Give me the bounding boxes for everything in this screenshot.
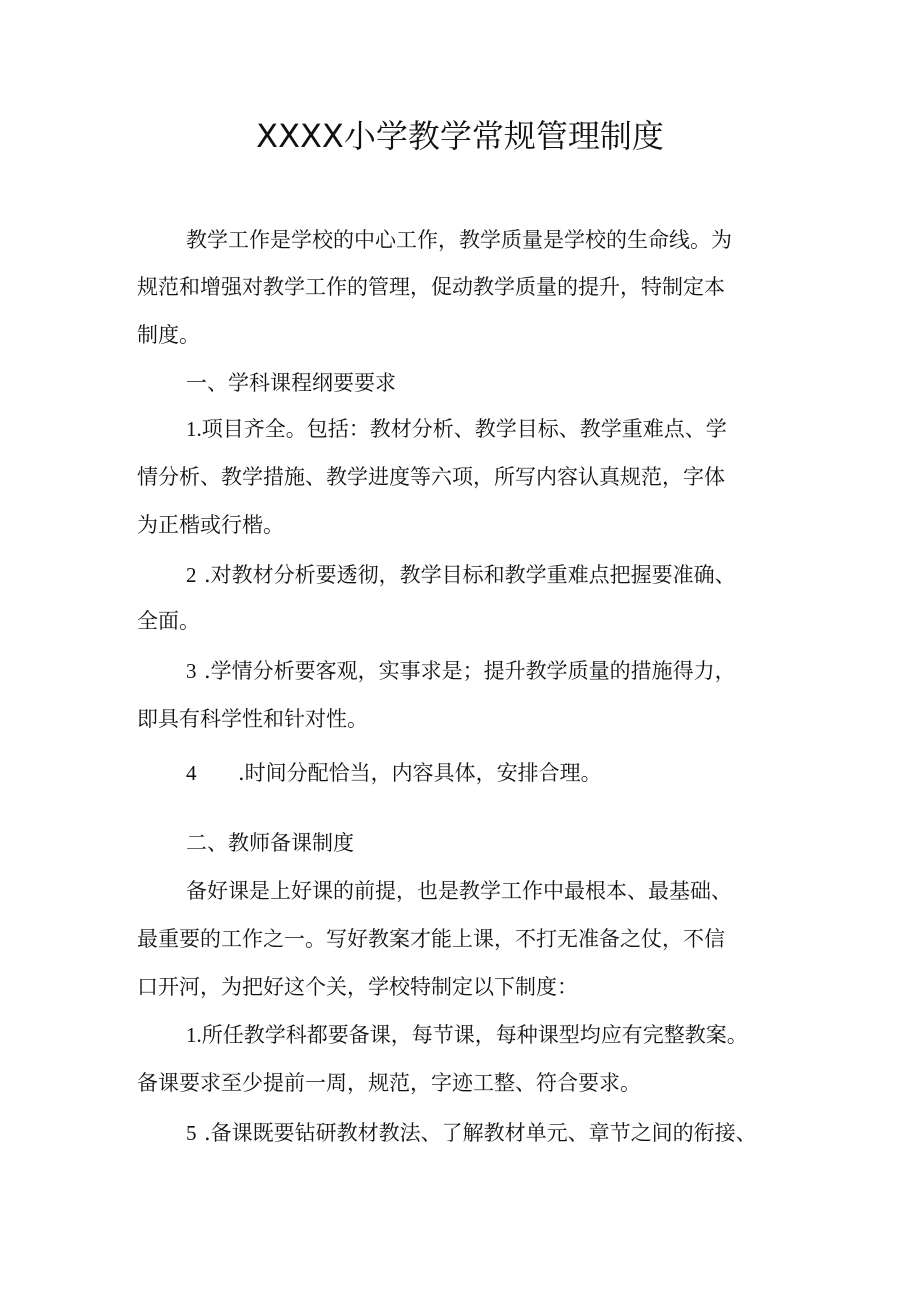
section-2-intro-line-1: 备好课是上好课的前提，也是教学工作中最根本、最基础、 <box>186 879 732 903</box>
section-2-heading: 二、教师备课制度 <box>186 831 354 855</box>
item-number: 3 <box>186 659 197 683</box>
item-number: 2 <box>186 563 197 587</box>
section-1-heading: 一、学科课程纲要要求 <box>186 371 396 395</box>
item-number: 1. <box>186 1023 202 1047</box>
section-1-item-2-line-1 <box>186 560 736 590</box>
item-number: 1. <box>186 417 202 441</box>
item-number: 5 <box>186 1121 197 1145</box>
intro-line-3: 制度。 <box>137 323 200 347</box>
section-2-item-1-line-1 <box>186 1020 748 1050</box>
section-1-item-1-line-1 <box>186 414 727 444</box>
item-text: .对教材分析要透彻，教学目标和教学重难点把握要准确、 <box>204 563 736 587</box>
document-title: XXXX小学教学常规管理制度 <box>256 117 664 155</box>
section-2-intro-line-3: 口开河，为把好这个关，学校特制定以下制度： <box>137 975 578 999</box>
item-text: .学情分析要客观，实事求是；提升教学质量的措施得力， <box>204 659 736 683</box>
section-1-item-1-line-3: 为正楷或行楷。 <box>137 513 284 537</box>
item-number: 4 <box>186 761 197 785</box>
item-text: .时间分配恰当，内容具体，安排合理。 <box>238 761 602 785</box>
section-2-intro-line-2: 最重要的工作之一。写好教案才能上课，不打无准备之仗，不信 <box>137 927 725 951</box>
section-1-item-3-line-1 <box>186 656 736 686</box>
section-2-item-1-line-2: 备课要求至少提前一周，规范，字迹工整、符合要求。 <box>137 1071 641 1095</box>
item-text: 所任教学科都要备课，每节课，每种课型均应有完整教案。 <box>201 1023 748 1047</box>
section-1-item-4-line-1 <box>186 758 602 788</box>
intro-line-1: 教学工作是学校的中心工作，教学质量是学校的生命线。为 <box>186 228 732 252</box>
section-2-item-5-line-1 <box>186 1118 757 1148</box>
section-1-item-1-line-2: 情分析、教学措施、教学进度等六项，所写内容认真规范，字体 <box>137 465 725 489</box>
intro-line-2: 规范和增强对教学工作的管理，促动教学质量的提升，特制定本 <box>137 275 725 299</box>
item-text: .备课既要钻研教材教法、了解教材单元、章节之间的衔接、 <box>204 1121 757 1145</box>
section-1-item-3-line-2: 即具有科学性和针对性。 <box>137 707 368 731</box>
item-text: 项目齐全。包括：教材分析、教学目标、教学重难点、学 <box>201 417 727 441</box>
section-1-item-2-line-2: 全面。 <box>137 609 200 633</box>
